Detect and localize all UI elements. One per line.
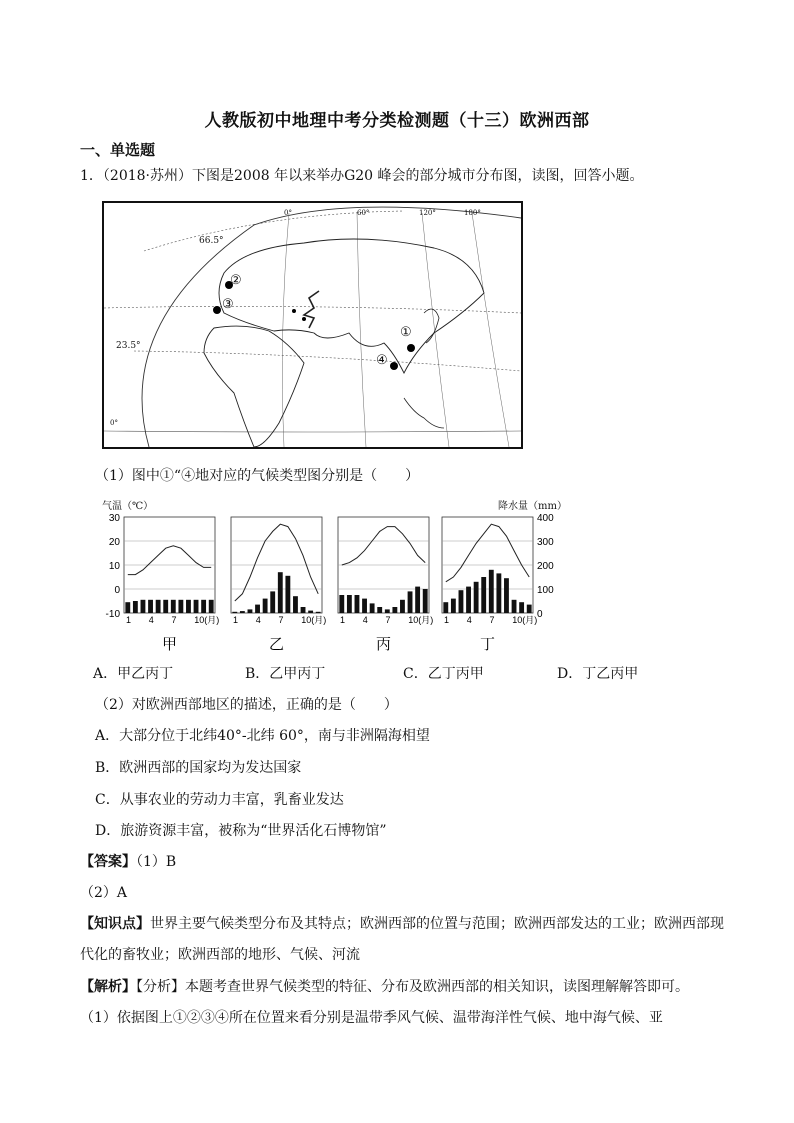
precip-bar — [423, 589, 428, 613]
question-source: （2018·苏州） — [102, 168, 193, 184]
option-a: A．甲乙丙丁 — [93, 666, 174, 682]
map-drawing — [104, 203, 521, 447]
precip-bar — [496, 573, 501, 613]
month-tick-label: 1 — [340, 615, 346, 625]
sub2-option-a: A．大部分位于北纬40°-北纬 60°，南与非洲隔海相望 — [95, 728, 430, 744]
precip-bar — [125, 602, 130, 613]
climate-charts — [100, 495, 570, 655]
marker-1: ① — [400, 325, 412, 340]
month-tick-label: 1 — [444, 615, 450, 625]
lon-label: 180° — [464, 209, 481, 217]
option-c: C．乙丁丙甲 — [403, 666, 484, 682]
marker-4: ④ — [376, 353, 388, 368]
precip-bar — [451, 599, 456, 613]
month-tick-label: 7 — [489, 615, 495, 625]
temp-axis-label: 气温（℃） — [102, 501, 154, 512]
answer-line-1 — [80, 852, 176, 872]
answer-1: （1）B — [136, 854, 177, 870]
knowledge-text-1: 世界主要气候类型分布及其特点；欧洲西部的位置与范围；欧洲西部发达的工业；欧洲西部现 — [150, 916, 724, 932]
precip-bar — [255, 605, 260, 613]
knowledge-label: 【知识点】 — [80, 916, 150, 932]
lat-label: 66.5° — [199, 236, 224, 246]
precip-bar — [308, 611, 313, 613]
precip-bar — [415, 587, 420, 613]
month-tick-label: 7 — [171, 615, 177, 625]
knowledge-text-2: 代化的畜牧业；欧洲西部的地形、气候、河流 — [80, 947, 360, 963]
answer-label: 【答案】 — [80, 854, 136, 870]
analysis-fenxi: 【分析】 — [136, 979, 185, 995]
lat-label: 0° — [110, 419, 118, 427]
precip-bar — [339, 595, 344, 613]
panel-label: 乙 — [268, 635, 285, 653]
precip-bar — [527, 605, 532, 613]
precip-bar — [270, 591, 275, 613]
precip-bar — [285, 576, 290, 613]
precip-bar — [278, 572, 283, 613]
g20-city-map — [102, 201, 523, 449]
precip-bar — [504, 578, 509, 613]
temp-tick-label: 10 — [108, 561, 120, 572]
month-tick-label: 10(月) — [194, 615, 220, 625]
precip-bar — [481, 577, 486, 613]
precip-bar — [194, 600, 199, 613]
precip-bar — [370, 603, 375, 613]
panel-label: 甲 — [161, 635, 178, 653]
month-tick-label: 10(月) — [408, 615, 434, 625]
precip-bar — [347, 595, 352, 613]
precip-bar — [148, 600, 153, 613]
month-tick-label: 4 — [148, 615, 154, 625]
sub2-stem: （2）对欧洲西部地区的描述，正确的是（ ） — [95, 697, 398, 713]
climate-chart-svg — [100, 495, 570, 655]
precip-bar — [163, 600, 168, 613]
precip-bar — [408, 591, 413, 613]
precip-bar — [362, 599, 367, 613]
analysis-label: 【解析】 — [80, 979, 136, 995]
precip-axis-label: 降水量（mm） — [498, 501, 567, 512]
precip-bar — [400, 600, 405, 613]
precip-bar — [178, 600, 183, 613]
precip-bar — [171, 600, 176, 613]
option-d: D．丁乙丙甲 — [557, 666, 639, 682]
precip-bar — [377, 607, 382, 613]
month-tick-label: 4 — [466, 615, 472, 625]
precip-bar — [316, 612, 321, 613]
sub2-option-b: B．欧洲西部的国家均为发达国家 — [95, 760, 302, 776]
precip-tick-label: 400 — [537, 513, 554, 524]
precip-bar — [141, 600, 146, 613]
month-tick-label: 4 — [362, 615, 368, 625]
temp-tick-label: 30 — [108, 513, 120, 524]
precip-bar — [474, 582, 479, 613]
question-number: 1． — [80, 168, 103, 184]
analysis-line-1 — [80, 977, 689, 997]
temperature-line — [342, 527, 425, 565]
precip-bar — [263, 599, 268, 613]
temp-tick-label: -10 — [105, 609, 120, 620]
question-1-stem — [80, 166, 644, 186]
panel-label: 丙 — [375, 635, 392, 653]
sub2-option-c: C．从事农业的劳动力丰富，乳畜业发达 — [95, 792, 344, 808]
precip-tick-label: 300 — [537, 537, 554, 548]
month-tick-label: 10(月) — [512, 615, 538, 625]
lon-label: 120° — [419, 209, 436, 217]
month-tick-label: 4 — [255, 615, 261, 625]
temp-tick-label: 0 — [114, 585, 120, 596]
month-tick-label: 7 — [385, 615, 391, 625]
precip-bar — [385, 609, 390, 613]
precip-tick-label: 100 — [537, 585, 554, 596]
panel-label: 丁 — [479, 635, 496, 653]
city-dot-4 — [390, 362, 398, 370]
precip-bar — [519, 602, 524, 613]
temperature-line — [446, 524, 529, 582]
sub1-stem: （1）图中①“④地对应的气候类型图分别是（ ） — [95, 468, 420, 484]
precip-bar — [355, 595, 360, 613]
precip-tick-label: 200 — [537, 561, 554, 572]
precip-tick-label: 0 — [537, 609, 543, 620]
knowledge-line-1 — [80, 914, 724, 934]
month-tick-label: 10(月) — [301, 615, 327, 625]
answer-2: （2）A — [80, 885, 128, 901]
precip-bar — [512, 600, 517, 613]
precip-bar — [133, 601, 138, 613]
month-tick-label: 7 — [278, 615, 284, 625]
precip-bar — [466, 587, 471, 613]
analysis-line-2: （1）依据图上①②③④所在位置来看分别是温带季风气候、温带海洋性气候、地中海气候、亚 — [80, 1010, 663, 1026]
lat-label: 23.5° — [116, 341, 141, 351]
precip-bar — [240, 611, 245, 613]
precip-bar — [392, 607, 397, 613]
temp-tick-label: 20 — [108, 537, 120, 548]
sub2-option-d: D．旅游资源丰富，被称为“世界活化石博物馆” — [95, 823, 387, 839]
marker-2: ② — [230, 273, 242, 288]
precip-bar — [301, 607, 306, 613]
precip-bar — [489, 570, 494, 613]
analysis-text: 本题考查世界气候类型的特征、分布及欧洲西部的相关知识，读图理解解答即可。 — [185, 979, 689, 995]
option-b: B．乙甲丙丁 — [245, 666, 326, 682]
city-dot-1 — [407, 344, 415, 352]
precip-bar — [459, 590, 464, 613]
temperature-line — [128, 546, 211, 575]
lon-label: 60° — [357, 209, 370, 217]
lon-label: 0° — [284, 209, 292, 217]
section-heading: 一、单选题 — [80, 141, 156, 159]
city-dot-3 — [213, 306, 221, 314]
precip-bar — [248, 609, 253, 613]
month-tick-label: 1 — [233, 615, 239, 625]
month-tick-label: 1 — [126, 615, 132, 625]
precip-bar — [209, 600, 214, 613]
temperature-line — [235, 524, 318, 601]
precip-bar — [232, 612, 237, 613]
page-title: 人教版初中地理中考分类检测题（十三）欧洲西部 — [204, 111, 590, 131]
marker-3: ③ — [222, 297, 234, 312]
precip-bar — [201, 600, 206, 613]
precip-bar — [293, 596, 298, 613]
precip-bar — [443, 602, 448, 613]
precip-bar — [186, 600, 191, 613]
question-text: 下图是2008 年以来举办G20 峰会的部分城市分布图，读图，回答小题。 — [192, 168, 644, 184]
precip-bar — [156, 600, 161, 613]
